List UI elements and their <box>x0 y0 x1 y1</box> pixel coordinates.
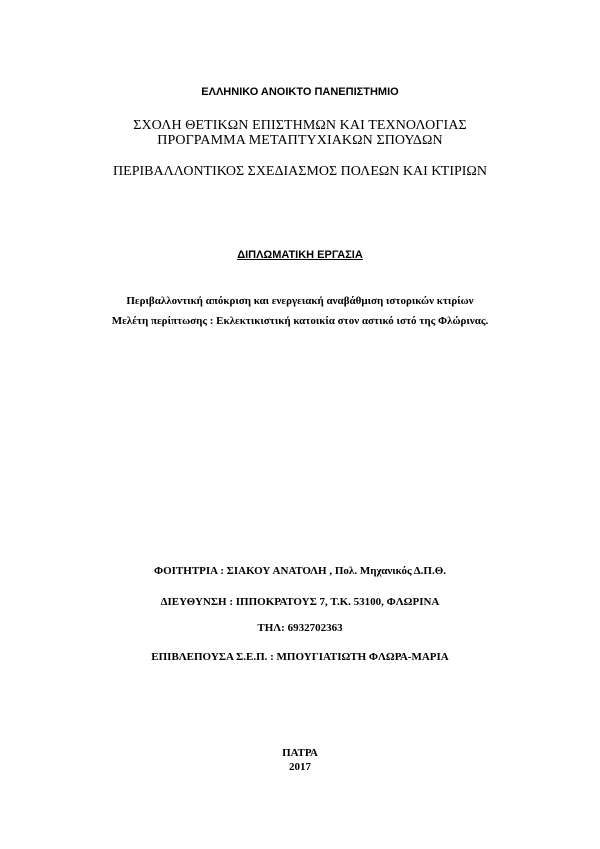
city-name: ΠΑΤΡΑ <box>282 747 318 759</box>
thesis-title-line-2: Μελέτη περίπτωσης : Εκλεκτικιστική κατοικία στον αστικό ιστό της Φλώρινας. <box>111 315 489 327</box>
address-info: ΔΙΕΥΘΥΝΣΗ : ΙΠΠΟΚΡΑΤΟΥΣ 7, Τ.Κ. 53100, ΦΛΩΡΙΝΑ <box>160 596 440 608</box>
year: 2017 <box>289 761 311 773</box>
thesis-type-heading: ΔΙΠΛΩΜΑΤΙΚΗ ΕΡΓΑΣΙΑ <box>237 249 363 261</box>
program-name: ΠΡΟΓΡΑΜΜΑ ΜΕΤΑΠΤΥΧΙΑΚΩΝ ΣΠΟΥΔΩΝ <box>157 133 443 148</box>
specialization-name: ΠΕΡΙΒΑΛΛΟΝΤΙΚΟΣ ΣΧΕΔΙΑΣΜΟΣ ΠΟΛΕΩΝ ΚΑΙ ΚΤΙΡΙΩΝ <box>113 164 487 179</box>
student-info: ΦΟΙΤΗΤΡΙΑ : ΣΙΑΚΟΥ ΑΝΑΤΟΛΗ , Πολ. Μηχανικός Δ.Π.Θ. <box>153 565 447 577</box>
university-name: ΕΛΛΗΝΙΚΟ ΑΝΟΙΚΤΟ ΠΑΝΕΠΙΣΤΗΜΙΟ <box>201 86 399 98</box>
phone-info: ΤΗΛ: 6932702363 <box>257 622 343 634</box>
school-name: ΣΧΟΛΗ ΘΕΤΙΚΩΝ ΕΠΙΣΤΗΜΩΝ ΚΑΙ ΤΕΧΝΟΛΟΓΙΑΣ <box>133 118 467 133</box>
supervisor-info: ΕΠΙΒΛΕΠΟΥΣΑ Σ.Ε.Π. : ΜΠΟΥΓΙΑΤΙΩΤΗ ΦΛΩΡΑ-ΜΑΡΙΑ <box>151 651 449 663</box>
thesis-title-line-1: Περιβαλλοντική απόκριση και ενεργειακή αναβάθμιση ιστορικών κτιρίων <box>126 295 474 307</box>
